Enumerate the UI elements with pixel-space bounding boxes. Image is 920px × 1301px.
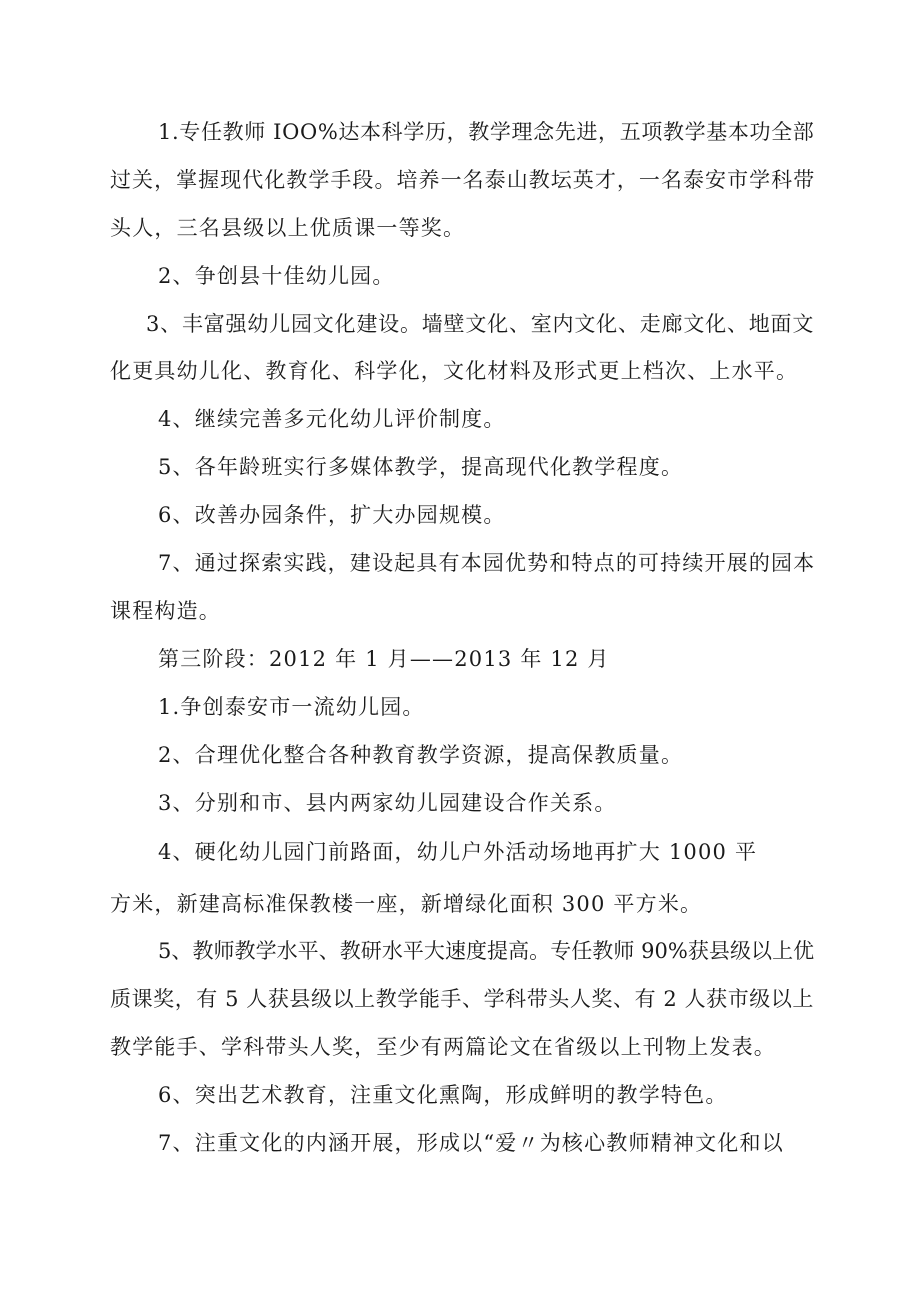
section-heading: 第三阶段：2012 年 1 月——2013 年 12 月: [158, 647, 610, 671]
text-line: 4、硬化幼儿园门前路面，幼儿户外活动场地再扩大 1000 平: [158, 840, 758, 864]
text-line: 5、教师教学水平、教研水平大速度提高。专任教师 90%获县级以上优: [158, 939, 815, 963]
text-line: 1.专任教师 IOO%达本科学历，教学理念先进，五项教学基本功全部: [158, 120, 815, 144]
text-line: 3、丰富强幼儿园文化建设。墙壁文化、室内文化、走廊文化、地面文: [146, 312, 815, 336]
text-line: 5、各年龄班实行多媒体教学，提高现代化教学程度。: [158, 455, 684, 479]
text-line: 2、合理优化整合各种教育教学资源，提高保教质量。: [158, 743, 684, 767]
text-line: 6、突出艺术教育，注重文化熏陶，形成鲜明的教学特色。: [158, 1083, 728, 1107]
text-line: 7、通过探索实践，建设起具有本园优势和特点的可持续开展的园本: [158, 551, 816, 575]
text-line: 1.争创泰安市一流幼儿园。: [158, 695, 425, 719]
text-line: 方米，新建高标准保教楼一座，新增绿化面积 300 平方米。: [110, 892, 703, 916]
text-line: 教学能手、学科带头人奖，至少有两篇论文在省级以上刊物上发表。: [110, 1035, 776, 1059]
text-line: 头人，三名县级以上优质课一等奖。: [110, 216, 466, 240]
text-line: 6、改善办园条件，扩大办园规模。: [158, 503, 506, 527]
text-line: 3、分别和市、县内两家幼儿园建设合作关系。: [158, 791, 617, 815]
text-line: 化更具幼儿化、教育化、科学化，文化材料及形式更上档次、上水平。: [110, 359, 799, 383]
text-line: 质课奖，有 5 人获县级以上教学能手、学科带头人奖、有 2 人获市级以上: [110, 987, 814, 1011]
text-line: 课程构造。: [110, 599, 221, 623]
text-line: 4、继续完善多元化幼儿评价制度。: [158, 407, 506, 431]
text-line: 7、注重文化的内涵开展，形成以“爱〃为核心教师精神文化和以: [158, 1131, 784, 1155]
text-line: 过关，掌握现代化教学手段。培养一名泰山教坛英才，一名泰安市学科带: [110, 168, 816, 192]
text-line: 2、争创县十佳幼儿园。: [158, 264, 395, 288]
